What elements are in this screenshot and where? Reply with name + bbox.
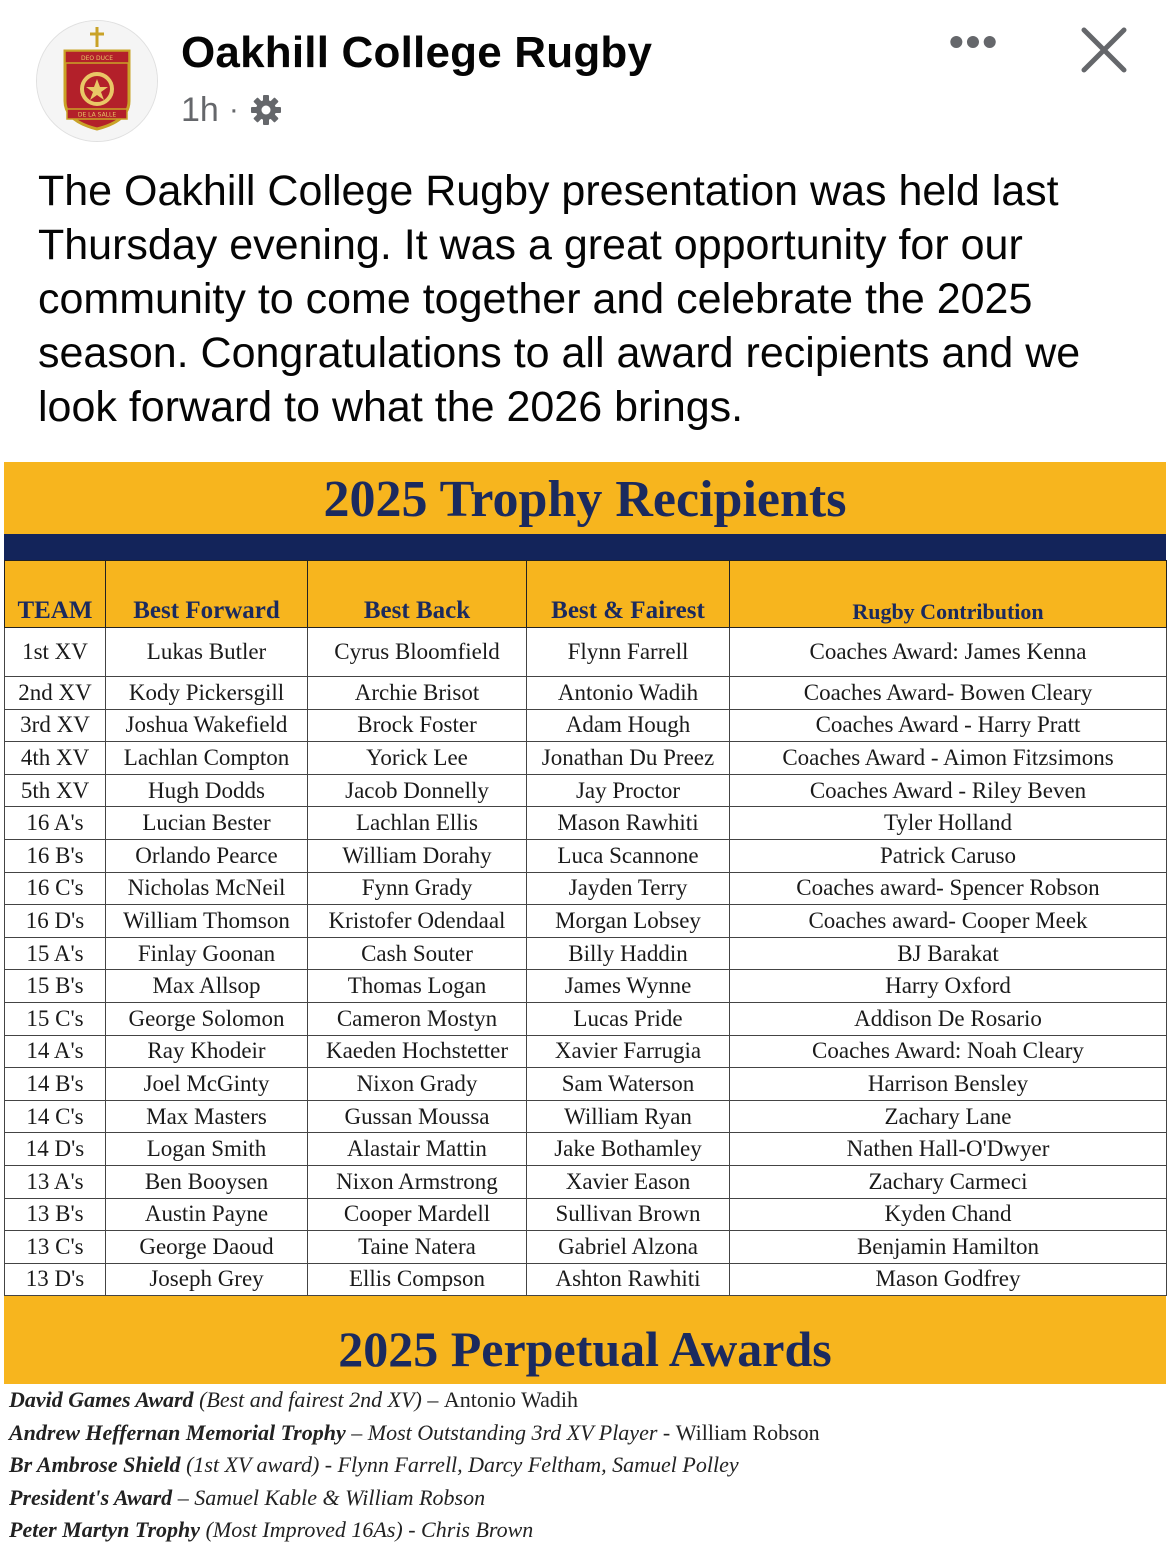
rugby-contribution-cell: Coaches Award: Noah Cleary — [730, 1035, 1167, 1068]
rugby-contribution-cell: Harry Oxford — [730, 970, 1167, 1003]
table-row — [5, 839, 1167, 872]
team-cell: 15 C's — [5, 1002, 106, 1035]
table-row — [5, 807, 1167, 840]
best-fairest-cell: Gabriel Alzona — [527, 1231, 730, 1264]
trophy-title: 2025 Trophy Recipients — [323, 471, 847, 528]
post-header — [0, 0, 1170, 150]
award-name: David Games Award — [9, 1387, 194, 1412]
best-forward-cell: Joshua Wakefield — [106, 709, 308, 742]
best-forward-cell: George Daoud — [106, 1231, 308, 1264]
table-row — [5, 1100, 1167, 1133]
best-back-cell: Brock Foster — [308, 709, 527, 742]
best-back-cell: Lachlan Ellis — [308, 807, 527, 840]
best-fairest-cell: Morgan Lobsey — [527, 905, 730, 938]
team-cell: 1st XV — [5, 628, 106, 677]
rugby-contribution-cell: Coaches Award - Harry Pratt — [730, 709, 1167, 742]
rugby-contribution-cell: Mason Godfrey — [730, 1263, 1167, 1296]
award-name: President's Award — [9, 1484, 173, 1510]
table-row — [5, 1002, 1167, 1035]
team-cell: 13 B's — [5, 1198, 106, 1231]
best-back-cell: Nixon Grady — [308, 1068, 527, 1101]
svg-text:DE LA SALLE: DE LA SALLE — [77, 111, 117, 119]
rugby-contribution-cell: Harrison Bensley — [730, 1068, 1167, 1101]
rugby-contribution-cell: Zachary Carmeci — [730, 1165, 1167, 1198]
best-back-cell: William Dorahy — [308, 839, 527, 872]
best-back-cell: Gussan Moussa — [308, 1100, 527, 1133]
page-name[interactable]: Oakhill College Rugby — [181, 28, 653, 77]
best-fairest-cell: Jay Proctor — [527, 774, 730, 807]
best-fairest-cell: William Ryan — [527, 1100, 730, 1133]
best-forward-cell: Lucian Bester — [106, 807, 308, 840]
best-forward-cell: Ben Booysen — [106, 1165, 308, 1198]
table-row — [5, 1231, 1167, 1264]
award-detail: – Most Outstanding 3rd XV Player - — [345, 1419, 676, 1445]
perpetual-banner — [4, 1296, 1166, 1384]
best-fairest-cell: Flynn Farrell — [527, 628, 730, 677]
page-avatar[interactable] — [36, 20, 158, 142]
best-fairest-cell: Ashton Rawhiti — [527, 1263, 730, 1296]
best-fairest-cell: Lucas Pride — [527, 1002, 730, 1035]
team-cell: 14 C's — [5, 1100, 106, 1133]
header-rugby-contribution: Rugby Contribution — [730, 561, 1167, 628]
rugby-contribution-cell: Kyden Chand — [730, 1198, 1167, 1231]
table-header-row — [5, 561, 1167, 628]
team-cell: 4th XV — [5, 742, 106, 775]
rugby-contribution-cell: Coaches Award- Bowen Cleary — [730, 677, 1167, 710]
best-back-cell: Yorick Lee — [308, 742, 527, 775]
perpetual-award-item — [9, 1482, 1159, 1515]
best-fairest-cell: Jayden Terry — [527, 872, 730, 905]
table-row — [5, 1263, 1167, 1296]
team-cell: 16 B's — [5, 839, 106, 872]
best-fairest-cell: Antonio Wadih — [527, 677, 730, 710]
more-options-button[interactable]: ••• — [948, 18, 1000, 65]
rugby-contribution-cell: Coaches award- Cooper Meek — [730, 905, 1167, 938]
award-detail: (Most Improved 16As) - Chris Brown — [200, 1517, 534, 1542]
table-row — [5, 970, 1167, 1003]
team-cell: 3rd XV — [5, 709, 106, 742]
header-best-forward: Best Forward — [106, 561, 308, 628]
best-fairest-cell: Jonathan Du Preez — [527, 742, 730, 775]
perpetual-award-item — [9, 1384, 1159, 1417]
best-back-cell: Fynn Grady — [308, 872, 527, 905]
perpetual-awards-list — [9, 1384, 1159, 1547]
header-team: TEAM — [5, 561, 106, 628]
best-back-cell: Cameron Mostyn — [308, 1002, 527, 1035]
post-body-text: The Oakhill College Rugby presentation was held last Thursday evening. It was a great opportunity for our community to come together and celebrate the 2025 season. Congratulations to all award recipients and we look forward to what the 2026 brings. — [38, 167, 1081, 431]
perpetual-award-item — [9, 1449, 1159, 1482]
best-forward-cell: Nicholas McNeil — [106, 872, 308, 905]
close-icon[interactable] — [1074, 20, 1134, 80]
table-row — [5, 1198, 1167, 1231]
best-back-cell: Cyrus Bloomfield — [308, 628, 527, 677]
navy-divider — [4, 534, 1166, 560]
best-forward-cell: Kody Pickersgill — [106, 677, 308, 710]
best-forward-cell: Joseph Grey — [106, 1263, 308, 1296]
best-fairest-cell: Sullivan Brown — [527, 1198, 730, 1231]
post-meta — [181, 86, 283, 134]
team-cell: 14 B's — [5, 1068, 106, 1101]
best-back-cell: Cooper Mardell — [308, 1198, 527, 1231]
best-forward-cell: Logan Smith — [106, 1133, 308, 1166]
best-back-cell: Kristofer Odendaal — [308, 905, 527, 938]
table-row — [5, 905, 1167, 938]
best-back-cell: Archie Brisot — [308, 677, 527, 710]
best-back-cell: Taine Natera — [308, 1231, 527, 1264]
rugby-contribution-cell: Coaches award- Spencer Robson — [730, 872, 1167, 905]
best-fairest-cell: Luca Scannone — [527, 839, 730, 872]
best-forward-cell: Joel McGinty — [106, 1068, 308, 1101]
best-back-cell: Alastair Mattin — [308, 1133, 527, 1166]
rugby-contribution-cell: Coaches Award - Aimon Fitzsimons — [730, 742, 1167, 775]
best-back-cell: Cash Souter — [308, 937, 527, 970]
best-forward-cell: Max Allsop — [106, 970, 308, 1003]
table-row — [5, 677, 1167, 710]
team-cell: 16 C's — [5, 872, 106, 905]
table-row — [5, 1165, 1167, 1198]
best-fairest-cell: Billy Haddin — [527, 937, 730, 970]
award-name: Andrew Heffernan Memorial Trophy — [9, 1419, 346, 1445]
best-forward-cell: William Thomson — [106, 905, 308, 938]
best-fairest-cell: Xavier Farrugia — [527, 1035, 730, 1068]
team-cell: 2nd XV — [5, 677, 106, 710]
team-cell: 16 D's — [5, 905, 106, 938]
trophy-table — [4, 560, 1167, 1296]
team-cell: 13 A's — [5, 1165, 106, 1198]
rugby-contribution-cell: Tyler Holland — [730, 807, 1167, 840]
svg-text:DEO DUCE: DEO DUCE — [80, 55, 114, 62]
best-fairest-cell: Mason Rawhiti — [527, 807, 730, 840]
rugby-contribution-cell: Addison De Rosario — [730, 1002, 1167, 1035]
table-row — [5, 709, 1167, 742]
table-row — [5, 1068, 1167, 1101]
best-forward-cell: Orlando Pearce — [106, 839, 308, 872]
award-name: Br Ambrose Shield — [9, 1452, 181, 1477]
rugby-contribution-cell: Patrick Caruso — [730, 839, 1167, 872]
table-row — [5, 937, 1167, 970]
team-cell: 13 C's — [5, 1231, 106, 1264]
best-forward-cell: Lachlan Compton — [106, 742, 308, 775]
rugby-contribution-cell: Zachary Lane — [730, 1100, 1167, 1133]
best-forward-cell: Hugh Dodds — [106, 774, 308, 807]
award-name: Peter Martyn Trophy — [9, 1517, 201, 1542]
award-detail: – Samuel Kable & William Robson — [172, 1484, 486, 1510]
rugby-contribution-cell: Nathen Hall-O'Dwyer — [730, 1133, 1167, 1166]
best-forward-cell: George Solomon — [106, 1002, 308, 1035]
perpetual-award-item — [9, 1417, 1159, 1450]
best-forward-cell: Finlay Goonan — [106, 937, 308, 970]
award-recipient: Antonio Wadih — [443, 1387, 578, 1412]
table-row — [5, 1133, 1167, 1166]
rugby-contribution-cell: BJ Barakat — [730, 937, 1167, 970]
team-cell: 14 D's — [5, 1133, 106, 1166]
award-recipient: William Robson — [675, 1419, 820, 1445]
award-detail: (Best and fairest 2nd XV) – — [193, 1387, 444, 1412]
table-row — [5, 628, 1167, 677]
rugby-contribution-cell: Coaches Award - Riley Beven — [730, 774, 1167, 807]
table-row — [5, 872, 1167, 905]
best-fairest-cell: Sam Waterson — [527, 1068, 730, 1101]
team-cell: 14 A's — [5, 1035, 106, 1068]
header-best-fairest: Best & Fairest — [527, 561, 730, 628]
best-fairest-cell: James Wynne — [527, 970, 730, 1003]
perpetual-title: 2025 Perpetual Awards — [338, 1321, 832, 1377]
best-forward-cell: Ray Khodeir — [106, 1035, 308, 1068]
award-detail: (1st XV award) - Flynn Farrell, Darcy Feltham, Samuel Polley — [180, 1452, 739, 1477]
school-crest-icon — [37, 21, 157, 141]
best-back-cell: Nixon Armstrong — [308, 1165, 527, 1198]
table-row — [5, 1035, 1167, 1068]
table-row — [5, 742, 1167, 775]
team-cell: 16 A's — [5, 807, 106, 840]
best-back-cell: Ellis Compson — [308, 1263, 527, 1296]
best-fairest-cell: Jake Bothamley — [527, 1133, 730, 1166]
perpetual-award-item — [9, 1514, 1159, 1547]
table-row — [5, 774, 1167, 807]
rugby-contribution-cell: Coaches Award: James Kenna — [730, 628, 1167, 677]
best-back-cell: Jacob Donnelly — [308, 774, 527, 807]
post-time[interactable]: 1h — [181, 90, 219, 129]
post-image[interactable] — [0, 458, 1170, 1558]
best-forward-cell: Austin Payne — [106, 1198, 308, 1231]
best-back-cell: Kaeden Hochstetter — [308, 1035, 527, 1068]
rugby-contribution-cell: Benjamin Hamilton — [730, 1231, 1167, 1264]
best-forward-cell: Max Masters — [106, 1100, 308, 1133]
team-cell: 5th XV — [5, 774, 106, 807]
best-back-cell: Thomas Logan — [308, 970, 527, 1003]
header-best-back: Best Back — [308, 561, 527, 628]
team-cell: 13 D's — [5, 1263, 106, 1296]
team-cell: 15 B's — [5, 970, 106, 1003]
team-cell: 15 A's — [5, 937, 106, 970]
trophy-banner — [4, 462, 1166, 534]
privacy-settings-icon[interactable] — [249, 93, 283, 127]
meta-separator: · — [228, 93, 239, 126]
best-fairest-cell: Adam Hough — [527, 709, 730, 742]
best-forward-cell: Lukas Butler — [106, 628, 308, 677]
best-fairest-cell: Xavier Eason — [527, 1165, 730, 1198]
